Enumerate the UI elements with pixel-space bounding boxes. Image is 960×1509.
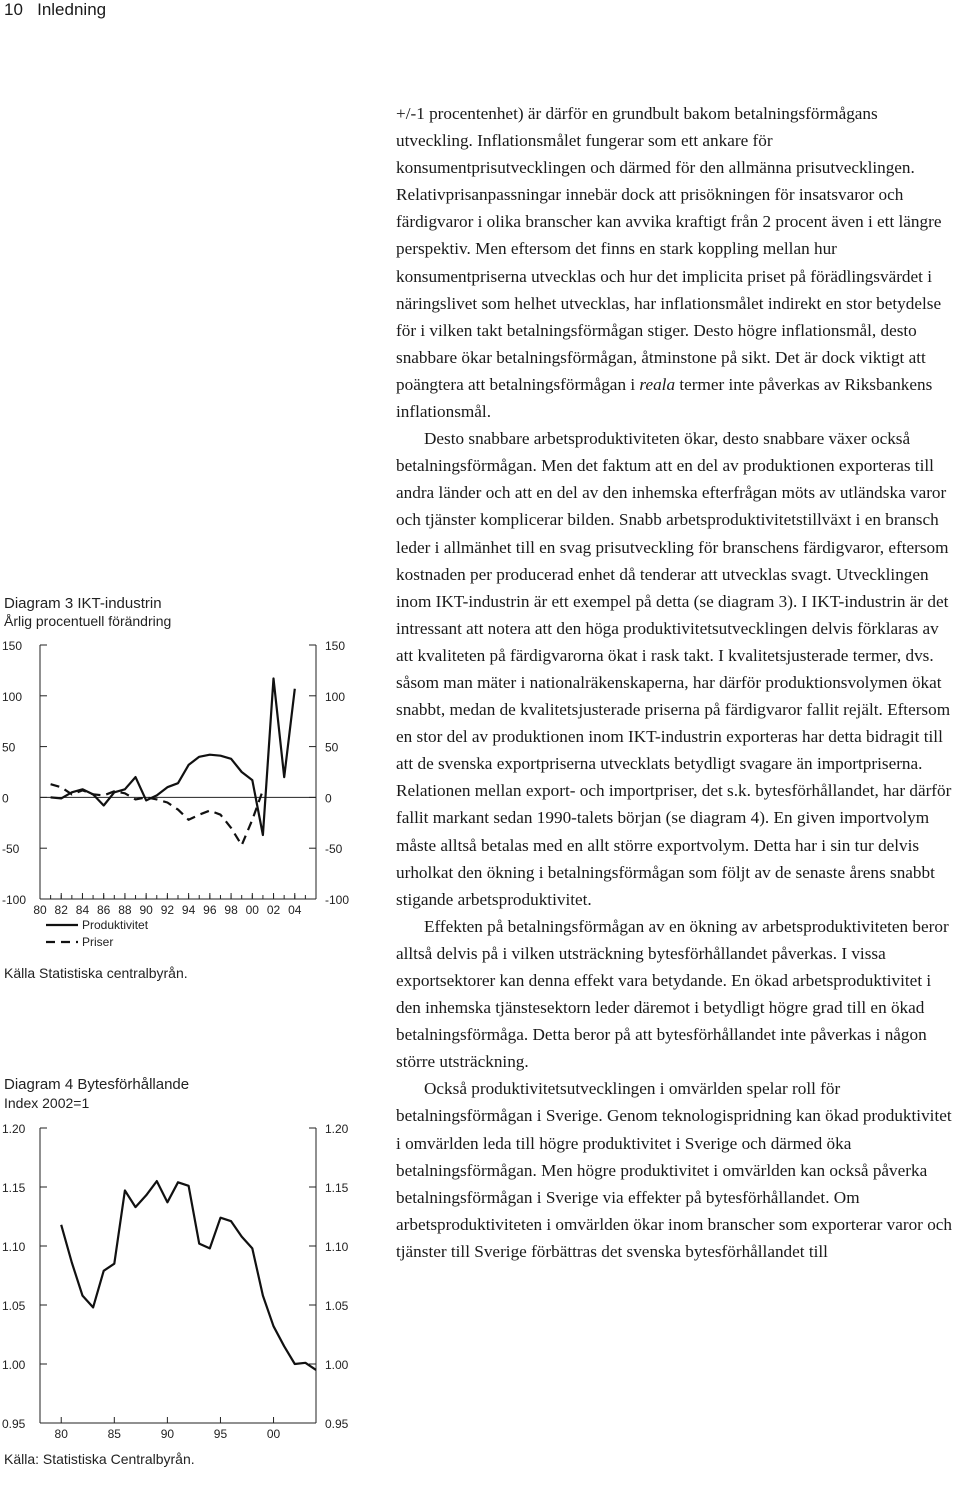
paragraph-tail: termer inte påverkas av Riksbankens inflationsmål. (396, 374, 933, 422)
y-tick-label-right: -100 (325, 893, 350, 907)
y-tick-label-left: -50 (2, 842, 20, 857)
y-tick-label-right: 100 (325, 689, 346, 704)
y-tick-label-left: 1.15 (2, 1181, 26, 1195)
x-tick-label: 90 (160, 1427, 175, 1441)
paragraph-1 (396, 100, 956, 425)
x-tick-label: 84 (75, 903, 90, 917)
y-tick-label-right: 1.20 (325, 1122, 349, 1136)
section-title: Inledning (37, 0, 107, 19)
diagram4-chart (0, 1115, 380, 1445)
x-tick-label: 95 (213, 1427, 228, 1441)
diagram4-source: Källa: Statistiska Centralbyrån. (4, 1451, 195, 1467)
y-tick-label-left: -100 (2, 893, 27, 907)
y-tick-label-right: 50 (325, 740, 339, 755)
paragraph-text: Desto snabbare arbetsproduktiviteten ökar, desto snabbare växer också betalningsförmågan. Men det faktum att en del av produktionen exporteras till andra länder och att en del av den inhemska efterfrågan möts av utländska varor och tjänster komplicerar bilden. Snabb arbetsproduktivitetstillväxt i en bransch leder i allmänhet till en svag prisutveckling för branschens färdigvaror, eftersom kostnaden per producerad enhet då tenderar att utvecklas svagt. Utvecklingen inom IKT-industrin är ett exempel på detta (se diagram 3). I IKT-industrin är det intressant att notera att den höga produktivitetsutvecklingen delvis förklaras av att kvaliteten på färdigvarorna ökat i rask takt. I kvalitetsjusterade termer, dvs. såsom man mäter i nationalräkenskaperna, har därför produktionsvolymen ökat snabbt, medan de kvalitetsjusterade priserna på färdigvaror fallit rejält. Eftersom en stor del av produktionen inom IKT-industrin exporteras har detta bidragit till att de svenska exportpriserna utvecklats betydligt svagare än importpriserna. Relationen mellan export- och importpriser, det s.k. bytesförhållandet, har därför fallit markant sedan 1990-talets början (se diagram 4). En given importvolym måste alltså betalas med en allt större exportvolym. Detta har i sin tur delvis urholkat den ökning i betalningsförmågan som följt av de senaste årens snabbt stigande arbetsproduktivitet. (396, 429, 952, 909)
diagram3-source: Källa Statistiska centralbyrån. (4, 965, 188, 981)
y-tick-label-right: 1.05 (325, 1299, 349, 1313)
x-tick-label: 96 (203, 903, 217, 917)
x-tick-label: 82 (54, 903, 68, 917)
x-tick-label: 88 (118, 903, 132, 917)
x-tick-label: 85 (107, 1427, 121, 1441)
x-tick-label: 80 (33, 903, 47, 917)
x-tick-label: 90 (139, 903, 153, 917)
y-tick-label-right: -50 (325, 842, 343, 857)
legend-label: Priser (82, 935, 114, 949)
y-tick-label-left: 0.95 (2, 1417, 26, 1431)
legend-label: Produktivitet (82, 918, 149, 932)
y-tick-label-left: 150 (2, 639, 23, 653)
x-tick-label: 04 (288, 903, 302, 917)
y-tick-label-left: 1.10 (2, 1240, 26, 1254)
diagram4-subtitle: Index 2002=1 (4, 1095, 90, 1111)
y-tick-label-left: 50 (2, 740, 16, 755)
page-number: 10 (4, 0, 23, 19)
y-tick-label-right: 0 (325, 791, 332, 806)
x-tick-label: 00 (245, 903, 259, 917)
diagram3-title: Diagram 3 IKT-industrin (4, 595, 162, 612)
x-tick-label: 98 (224, 903, 238, 917)
series-line-priser (51, 784, 263, 845)
x-tick-label: 00 (266, 1427, 281, 1441)
paragraph-text: Effekten på betalningsförmågan av en ökning av arbetsproduktiviteten beror alltså delvis på i vilken utsträckning bytesförhållandet påverkas. I vissa exportsektorer kan denna effekt vara betydande. En ökad arbetsproduktivitet i den inhemska tjänstesektorn leder däremot i betydligt högre grad till en ökad betalningsförmåga. Detta beror på att bytesförhållandet inte påverkas i någon större utsträckning. (396, 916, 949, 1072)
y-tick-label-right: 1.00 (325, 1358, 349, 1372)
series-line-produktivitet (51, 679, 295, 836)
y-tick-label-left: 1.20 (2, 1122, 26, 1136)
diagram4-title: Diagram 4 Bytesförhållande (4, 1076, 190, 1093)
x-tick-label: 94 (181, 903, 196, 917)
y-tick-label-left: 1.00 (2, 1358, 26, 1372)
paragraph-3 (396, 913, 956, 1076)
y-tick-label-right: 1.15 (325, 1181, 349, 1195)
series-line-line (61, 1181, 316, 1370)
y-tick-label-left: 1.05 (2, 1299, 26, 1313)
paragraph-text: +/-1 procentenhet) är därför en grundbult bakom betalningsförmågans utveckling. Inflationsmålet fungerar som ett ankare för konsumentprisutvecklingen och därmed för den allmänna prisutvecklingen. Relativprisanpassningar innebär dock att prisökningen för insatsvaror och färdigvaror i olika branscher kan avvika kraftigt från 2 procent även i ett längre perspektiv. Men eftersom det finns en stark koppling mellan hur konsumentpriserna utvecklas och hur det implicita priset på förädlingsvärdet i näringslivet som helhet utvecklas, har inflationsmålet indirekt en stor betydelse för i vilken takt betalningsförmågan stiger. Desto högre inflationsmål, desto snabbare ökar betalningsförmågan, åtminstone på sikt. Det är dock viktigt att poängtera att betalningsförmågan i (396, 104, 942, 394)
x-tick-label: 86 (97, 903, 111, 917)
x-tick-label: 02 (266, 903, 281, 917)
paragraph-4 (396, 1075, 956, 1265)
paragraph-2 (396, 425, 956, 913)
diagram3-chart (0, 632, 380, 972)
y-tick-label-right: 150 (325, 639, 346, 653)
x-tick-label: 92 (160, 903, 175, 917)
sidebar-figures (0, 0, 380, 1509)
y-tick-label-left: 0 (2, 791, 9, 806)
paragraph-text: Också produktivitetsutvecklingen i omvärlden spelar roll för betalningsförmågan i Sverige. Genom teknologispridning kan ökad produktivitet i omvärlden leda till högre produktivitet i Sverige och därmed öka betalningsförmågan. Men högre produktivitet i omvärlden kan också påverka betalningsförmågan i Sverige via effekter på bytesförhållandet. Om arbetsproduktiviteten i omvärlden ökar inom branscher som exporterar varor och tjänster till Sverige förbättras det svenska bytesförhållandet till (396, 1079, 953, 1261)
x-tick-label: 80 (54, 1427, 68, 1441)
diagram3-subtitle: Årlig procentuell förändring (4, 613, 172, 629)
y-tick-label-right: 1.10 (325, 1240, 349, 1254)
emphasis-reala: reala (639, 374, 676, 394)
y-tick-label-right: 0.95 (325, 1417, 349, 1431)
y-tick-label-left: 100 (2, 689, 23, 704)
body-text (396, 100, 956, 1265)
